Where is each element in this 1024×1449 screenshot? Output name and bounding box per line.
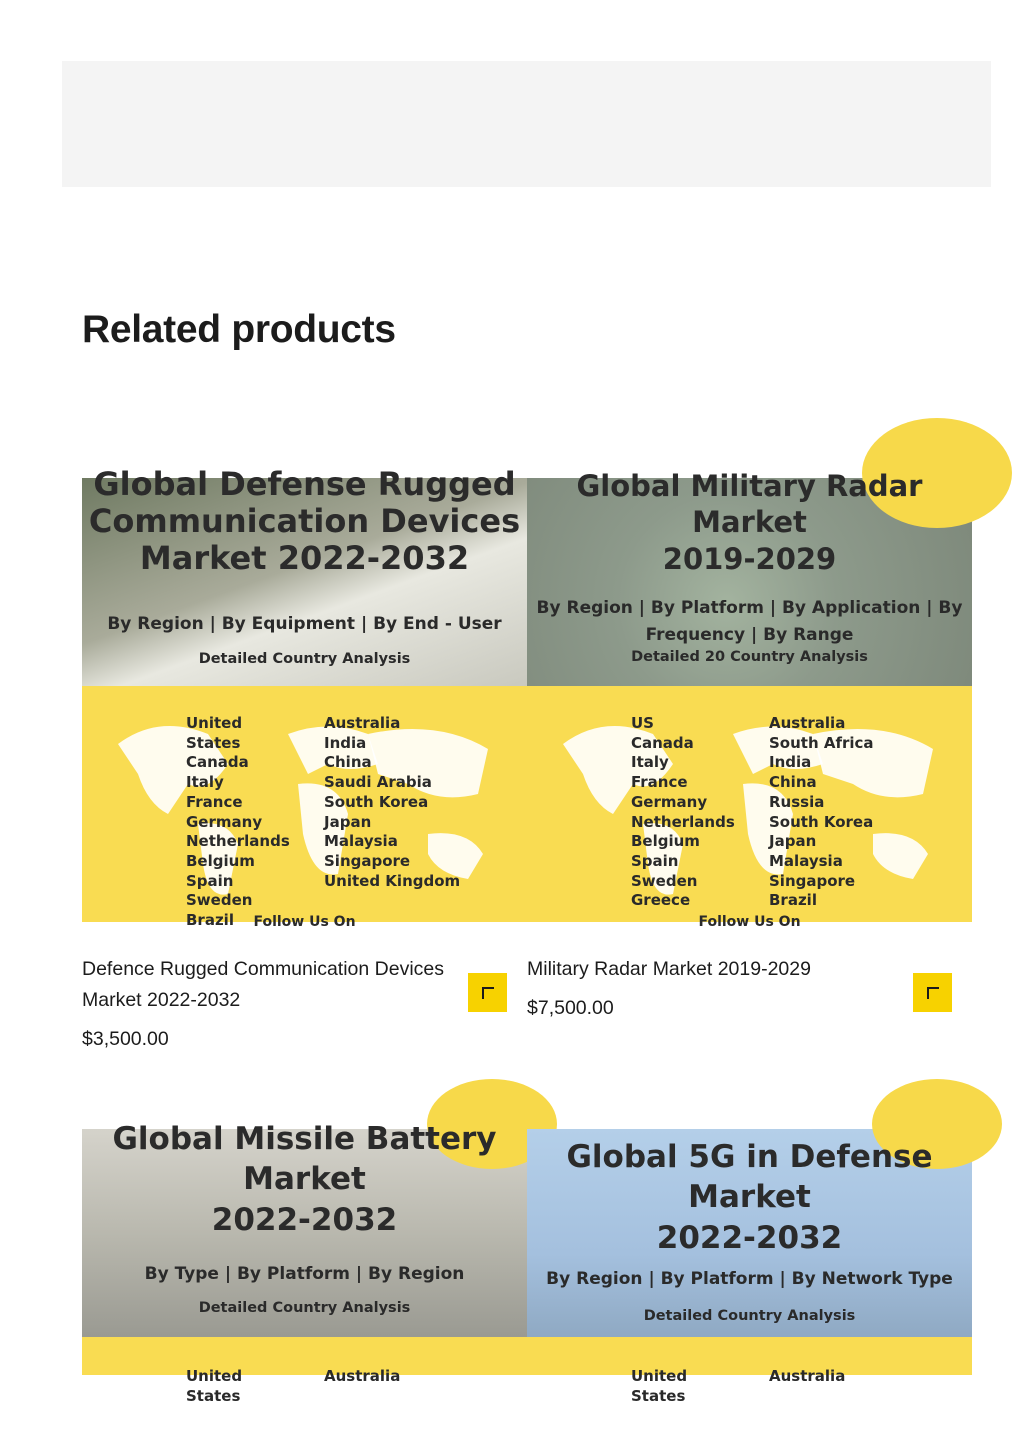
country-name: Italy: [186, 773, 224, 792]
country-name: India: [324, 733, 367, 752]
image-headline-line: 2022-2032: [211, 1201, 398, 1238]
content-panel: [62, 61, 991, 187]
country-name: Belgium: [186, 851, 255, 870]
image-top-banner: [82, 465, 527, 686]
country-name: South Korea: [769, 812, 874, 831]
image-headline-line: Global Military Radar: [576, 469, 923, 503]
country-name: US: [631, 714, 654, 732]
product-card-1[interactable]: [82, 465, 527, 1050]
country-list: [186, 1367, 474, 1406]
product-card-2[interactable]: [527, 469, 972, 1019]
country-name: Australia: [324, 1367, 401, 1385]
country-name: China: [769, 773, 817, 792]
image-segments: By Region | By Platform | By Network Type: [546, 1269, 953, 1289]
country-name: Russia: [769, 792, 825, 811]
product-image[interactable]: [82, 1121, 527, 1405]
product-image[interactable]: [82, 465, 527, 930]
country-name: Singapore: [324, 851, 411, 870]
country-name: United Kingdom: [324, 871, 461, 890]
image-headline-line: Global 5G in Defense: [566, 1139, 933, 1175]
country-name: Singapore: [769, 871, 856, 890]
image-headline-line: Global Defense Rugged: [93, 465, 516, 503]
add-to-cart-button[interactable]: [468, 973, 507, 1012]
image-top-banner: [527, 469, 972, 686]
image-headline-line: Market: [692, 505, 807, 540]
country-name: Spain: [631, 851, 679, 870]
image-headline-line: 2022-2032: [656, 1219, 843, 1256]
country-name: Saudi Arabia: [324, 773, 432, 792]
image-top-banner: [527, 1129, 972, 1337]
country-name: Australia: [769, 1367, 846, 1385]
cart-corner-icon: [925, 985, 941, 1001]
country-name: Brazil: [186, 911, 234, 930]
image-headline-line: Market: [688, 1179, 811, 1216]
country-name: China: [324, 753, 372, 772]
product-title-link[interactable]: Defence Rugged Communication Devices Market 2022-2032: [82, 958, 445, 1011]
country-name: United States: [631, 1367, 688, 1405]
country-name: India: [769, 753, 812, 772]
image-segments: By Region | By Equipment | By End - User: [107, 614, 502, 634]
cart-corner-icon: [480, 985, 496, 1001]
image-segments: By Type | By Platform | By Region: [144, 1264, 465, 1284]
image-segments-2: Frequency | By Range: [645, 625, 854, 645]
image-follow: Follow Us On: [253, 914, 356, 930]
country-list: [631, 714, 919, 911]
country-name: United States: [186, 1367, 243, 1405]
image-analysis: Detailed Country Analysis: [198, 651, 411, 667]
add-to-cart-button[interactable]: [913, 973, 952, 1012]
product-card-4[interactable]: [527, 1129, 972, 1405]
country-list: [186, 714, 474, 931]
section-title: Related products: [82, 308, 396, 351]
country-name: Greece: [631, 891, 691, 910]
product-title-link[interactable]: Military Radar Market 2019-2029: [527, 958, 811, 980]
image-headline-line: Market 2022-2032: [139, 538, 470, 577]
country-name: South Africa: [769, 733, 874, 752]
country-name: Sweden: [186, 891, 253, 910]
country-name: Sweden: [631, 871, 698, 890]
product-price: $3,500.00: [82, 1028, 169, 1050]
image-headline-line: Communication Devices: [88, 501, 521, 540]
country-name: Japan: [324, 812, 372, 831]
product-card-3[interactable]: [82, 1121, 527, 1405]
product-image[interactable]: [527, 1129, 972, 1405]
image-follow: Follow Us On: [698, 914, 801, 930]
country-name: Germany: [631, 792, 708, 811]
country-name: South Korea: [324, 792, 429, 811]
image-headline-line: Global Missile Battery: [112, 1121, 497, 1157]
country-list: [631, 1367, 919, 1406]
country-name: Germany: [186, 812, 263, 831]
country-name: Italy: [631, 753, 669, 772]
image-headline-line: 2019-2029: [662, 541, 837, 576]
country-name: France: [631, 773, 688, 792]
image-segments: By Region | By Platform | By Application | By: [536, 598, 963, 618]
image-headline-line: Market: [243, 1161, 366, 1198]
country-name: Japan: [769, 832, 817, 851]
country-name: Australia: [769, 714, 846, 732]
country-name: Brazil: [769, 891, 817, 910]
country-name: United States: [186, 714, 243, 752]
country-name: Netherlands: [186, 832, 290, 851]
country-name: Australia: [324, 714, 401, 732]
image-analysis: Detailed 20 Country Analysis: [631, 649, 868, 665]
image-analysis: Detailed Country Analysis: [643, 1308, 856, 1324]
country-name: Malaysia: [324, 832, 398, 851]
country-name: Canada: [631, 733, 694, 752]
country-name: Canada: [186, 753, 249, 772]
country-name: Netherlands: [631, 812, 735, 831]
country-name: Malaysia: [769, 851, 843, 870]
country-name: Belgium: [631, 832, 700, 851]
country-name: Spain: [186, 871, 234, 890]
country-name: France: [186, 792, 243, 811]
product-image[interactable]: [527, 469, 972, 930]
image-top-banner: [82, 1121, 527, 1337]
image-analysis: Detailed Country Analysis: [198, 1300, 411, 1316]
product-price: $7,500.00: [527, 997, 614, 1019]
